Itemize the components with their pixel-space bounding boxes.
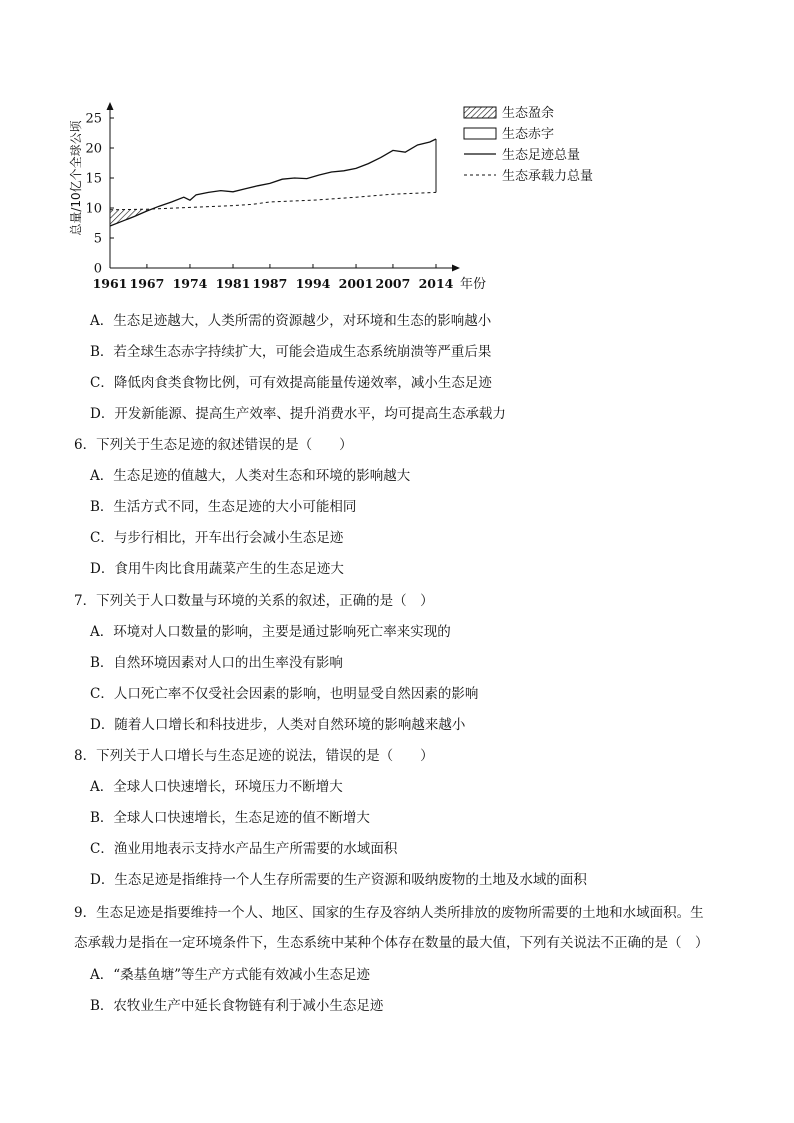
q7-option-a: A．环境对人口数量的影响，主要是通过影响死亡率来实现的 — [90, 624, 451, 640]
q5-option-b: B．若全球生态赤字持续扩大，可能会造成生态系统崩溃等严重后果 — [90, 344, 492, 360]
legend-label: 生态足迹总量 — [502, 148, 581, 163]
x-tick-label: 1981 — [215, 276, 251, 291]
legend-swatch-deficit — [464, 128, 496, 139]
q7-option-b: B．自然环境因素对人口的出生率没有影响 — [90, 655, 343, 671]
q6-option-d: D．食用牛肉比食用蔬菜产生的生态足迹大 — [90, 561, 344, 577]
legend-label: 生态承载力总量 — [502, 169, 594, 184]
y-tick-label: 15 — [85, 171, 102, 187]
q9-stem-line1: 9．生态足迹是指要维持一个人、地区、国家的生存及容纳人类所排放的废物所需要的土地和水域面积。生 — [74, 905, 704, 921]
x-axis-label: 年份 — [460, 277, 487, 292]
q5-option-d: D．开发新能源、提高生产效率、提升消费水平，均可提高生态承载力 — [90, 406, 506, 422]
y-tick-label: 10 — [85, 201, 102, 217]
q8-option-c: C．渔业用地表示支持水产品生产所需要的水域面积 — [90, 841, 398, 857]
q8-option-b: B．全球人口快速增长，生态足迹的值不断增大 — [90, 810, 370, 826]
q5-option-c: C．降低肉食类食物比例，可有效提高能量传递效率，减小生态足迹 — [90, 375, 492, 391]
legend-label: 生态赤字 — [502, 127, 555, 142]
legend-swatch-surplus — [464, 107, 496, 118]
x-tick-label: 1994 — [295, 276, 331, 291]
q6-option-c: C．与步行相比，开车出行会减小生态足迹 — [90, 530, 344, 546]
y-axis-arrow — [107, 102, 114, 110]
y-tick-label: 5 — [93, 231, 102, 247]
x-tick-label: 1967 — [129, 276, 165, 291]
chart-svg — [66, 98, 626, 298]
y-tick-label: 20 — [85, 141, 102, 157]
x-tick-label: 2007 — [375, 276, 411, 291]
q7-option-c: C．人口死亡率不仅受社会因素的影响，也明显受自然因素的影响 — [90, 686, 479, 702]
q6-option-a: A．生态足迹的值越大，人类对生态和环境的影响越大 — [90, 468, 411, 484]
q9-option-b: B．农牧业生产中延长食物链有利于减小生态足迹 — [90, 998, 384, 1014]
q6-option-b: B．生活方式不同，生态足迹的大小可能相同 — [90, 499, 357, 515]
x-tick-label: 1961 — [92, 276, 128, 291]
q8-stem: 8．下列关于人口增长与生态足迹的说法，错误的是（ ） — [74, 748, 434, 764]
q9-stem-line2: 态承载力是指在一定环境条件下，生态系统中某种个体存在数量的最大值，下列有关说法不正确的是（ ） — [74, 935, 709, 951]
x-tick-label: 1987 — [252, 276, 288, 291]
q6-stem: 6．下列关于生态足迹的叙述错误的是（ ） — [74, 437, 353, 453]
q7-stem: 7．下列关于人口数量与环境的关系的叙述，正确的是（ ） — [74, 593, 434, 609]
y-axis-label: 总量/10亿个全球公顷 — [69, 120, 83, 236]
x-tick-label: 2014 — [418, 276, 454, 291]
x-tick-label: 1974 — [172, 276, 208, 291]
x-axis-arrow — [452, 265, 460, 272]
y-tick-label: 0 — [93, 261, 102, 277]
y-tick-label: 25 — [85, 111, 102, 127]
q5-option-a: A．生态足迹越大，人类所需的资源越少，对环境和生态的影响越小 — [90, 313, 492, 329]
ecological-footprint-chart — [66, 98, 626, 298]
x-tick-label: 2001 — [338, 276, 374, 291]
footprint-line — [110, 139, 436, 226]
biocapacity-line — [110, 192, 436, 209]
q7-option-d: D．随着人口增长和科技进步，人类对自然环境的影响越来越小 — [90, 717, 466, 733]
q9-option-a: A．“桑基鱼塘”等生产方式能有效减小生态足迹 — [90, 967, 371, 983]
legend-label: 生态盈余 — [502, 106, 555, 121]
q8-option-a: A．全球人口快速增长，环境压力不断增大 — [90, 779, 343, 795]
q8-option-d: D．生态足迹是指维持一个人生存所需要的生产资源和吸纳废物的土地及水域的面积 — [90, 872, 587, 888]
